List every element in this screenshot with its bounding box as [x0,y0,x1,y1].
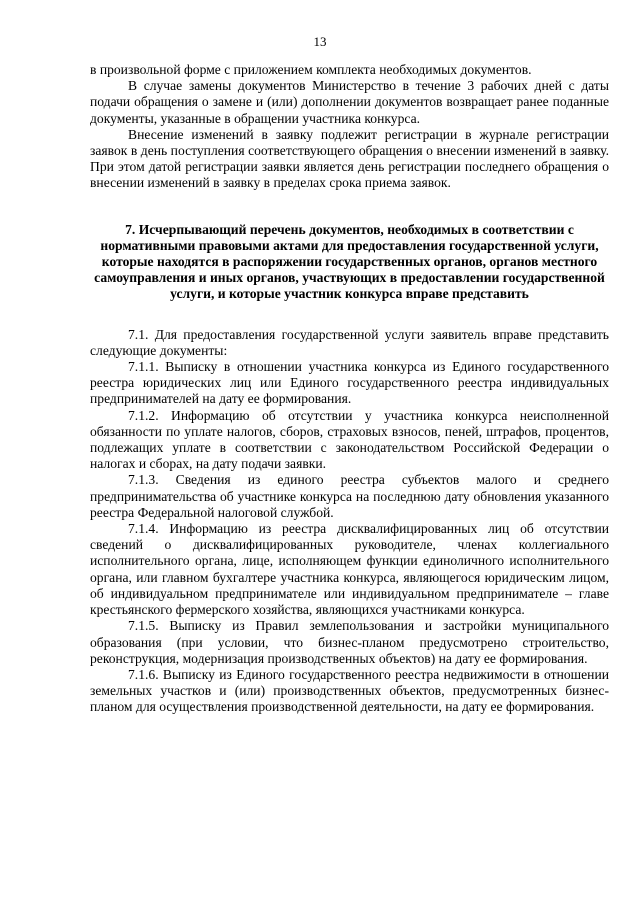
section-paragraph-7-1-2: 7.1.2. Информацию об отсутствии у участника конкурса неисполненной обязанности по уплате налогов, сборов, страховых взносов, пеней, штрафов, процентов, подлежащих уплате в соответствии с законодательством Российской Федерации о налогах и сборах, на дату подачи заявки. [90,407,609,472]
page-number: 13 [313,34,327,49]
section-paragraph-7-1-3: 7.1.3. Сведения из единого реестра субъектов малого и среднего предпринимательства об участнике конкурса на последнюю дату обновления указанного реестра Федеральной налоговой службой. [90,472,609,520]
intro-paragraph-application-changes: Внесение изменений в заявку подлежит регистрации в журнале регистрации заявок в день поступления соответствующего обращения о внесении изменений в заявку. При этом датой регистрации заявки является день регистрации последнего обращения о внесении изменений в заявку в пределах срока приема заявок. [90,126,609,191]
section-paragraph-7-1-1: 7.1.1. Выписку в отношении участника конкурса из Единого государственного реестра юридических лиц или Единого государственного реестра индивидуальных предпринимателей на дату ее формирования. [90,359,609,407]
section-paragraph-7-1: 7.1. Для предоставления государственной услуги заявитель вправе представить следующие документы: [90,326,609,358]
section-paragraph-7-1-4: 7.1.4. Информацию из реестра дисквалифицированных лиц об отсутствии сведений о дисквалифицированных руководителе, членах коллегиального исполнительного органа, лице, исполняющем функции единоличного исполнительного органа, или главном бухгалтере участника конкурса, являющегося юридическим лицом, об индивидуальном предпринимателе или индивидуальном предпринимателе – главе крестьянского фермерского хозяйства, являющихся участниками конкурса. [90,521,609,618]
section-paragraph-7-1-5: 7.1.5. Выписку из Правил землепользования и застройки муниципального образования (при условии, что бизнес-планом предусмотрено строительство, реконструкция, модернизация производственных объектов) на дату ее формирования. [90,618,609,666]
intro-paragraph-document-replacement: В случае замены документов Министерство в течение 3 рабочих дней с даты подачи обращения о замене и (или) дополнении документов возвращает ранее поданные документы, указанные в обращении участника конкурса. [90,78,609,126]
intro-paragraph-continuation: в произвольной форме с приложением комплекта необходимых документов. [90,62,532,77]
section-heading: 7. Исчерпывающий перечень документов, необходимых в соответствии с нормативными правовыми актами для предоставления государственной услуги, которые находятся в распоряжении государственных органов, органов местного самоуправления и иных органов, участвующих в предоставлении государственной услуги, и которые участник конкурса вправе представить [94,221,605,302]
section-paragraph-7-1-6: 7.1.6. Выписку из Единого государственного реестра недвижимости в отношении земельных участков и (или) производственных объектов, предусмотренных бизнес-планом для осуществления производственной деятельности, на дату ее формирования. [90,666,609,715]
page-content [90,62,609,716]
